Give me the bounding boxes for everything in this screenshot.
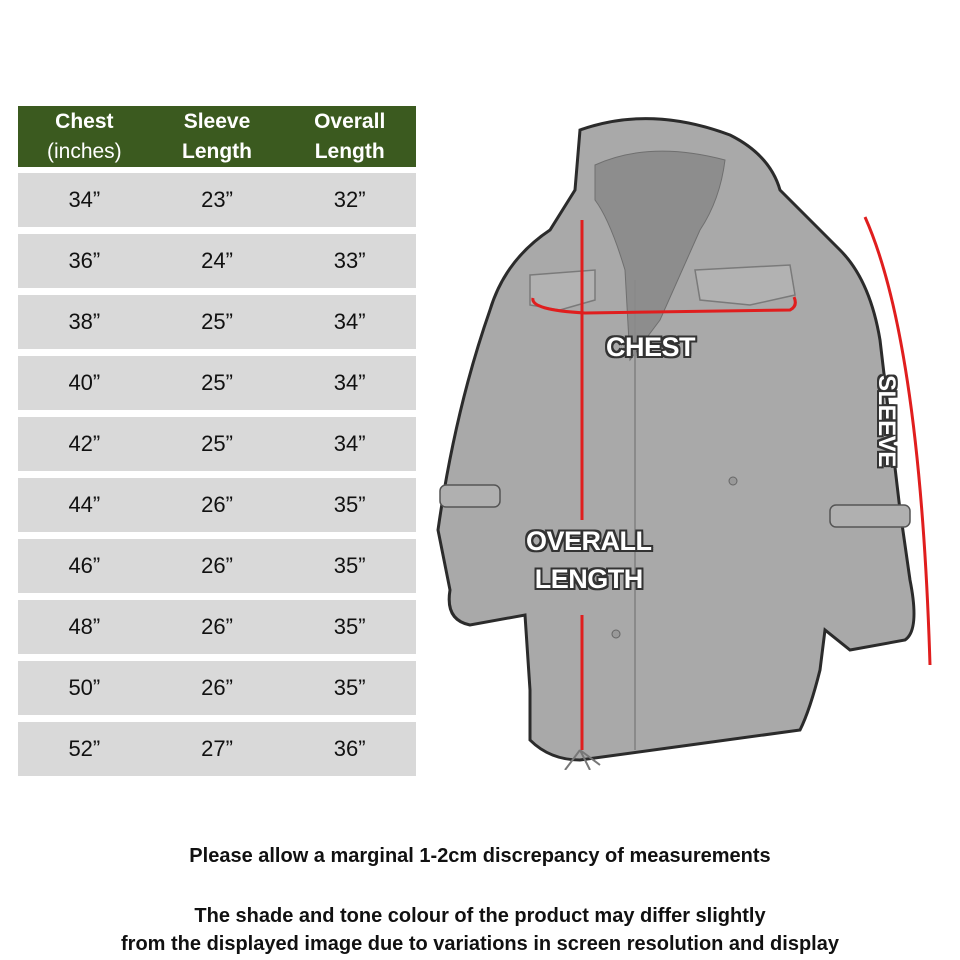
cell-sleeve: 26” [201, 675, 233, 700]
cell-sleeve: 26” [201, 492, 233, 517]
table-row [18, 234, 416, 288]
cell-chest: 44” [68, 492, 101, 517]
table-row [18, 539, 416, 593]
cell-chest: 52” [68, 736, 101, 761]
jacket-measurement-diagram [430, 110, 950, 770]
cell-chest: 38” [68, 309, 101, 334]
overall-length-label: OVERALL LENGTH [526, 526, 652, 594]
cell-overall: 34” [333, 309, 366, 334]
cell-overall: 33” [333, 248, 366, 273]
chest-label: CHEST [606, 332, 696, 362]
cell-chest: 46” [68, 553, 101, 578]
table-row [18, 661, 416, 715]
cell-sleeve: 25” [201, 370, 233, 395]
sleeve-label: SLEEVE [873, 375, 900, 467]
column-header-chest: Chest (inches) [46, 109, 122, 163]
cell-overall: 35” [333, 614, 366, 639]
cell-overall: 35” [333, 553, 366, 578]
table-row [18, 417, 416, 471]
cell-sleeve: 26” [201, 553, 233, 578]
cell-chest: 50” [68, 675, 101, 700]
column-header-overall-length: Overall Length [314, 109, 386, 163]
table-row [18, 173, 416, 227]
measurement-discrepancy-note: Please allow a marginal 1-2cm discrepancy of measurements [189, 845, 771, 867]
cell-sleeve: 24” [201, 248, 233, 273]
cell-chest: 34” [68, 187, 101, 212]
colour-disclaimer-note: The shade and tone colour of the product may differ slightly from the displayed image due to variations in screen resolution and display [121, 905, 839, 955]
cell-sleeve: 25” [201, 309, 233, 334]
table-row [18, 295, 416, 349]
cell-overall: 32” [333, 187, 366, 212]
cell-overall: 34” [333, 370, 366, 395]
table-header [18, 106, 416, 167]
cell-sleeve: 27” [201, 736, 233, 761]
size-chart-table [18, 106, 416, 783]
table-body [18, 173, 416, 776]
cell-sleeve: 23” [201, 187, 233, 212]
table-row [18, 478, 416, 532]
column-header-sleeve-length: Sleeve Length [182, 109, 252, 163]
cell-overall: 36” [333, 736, 366, 761]
table-row [18, 356, 416, 410]
cell-sleeve: 25” [201, 431, 233, 456]
cell-chest: 42” [68, 431, 101, 456]
cell-chest: 40” [68, 370, 101, 395]
table-row [18, 722, 416, 776]
cell-chest: 36” [68, 248, 101, 273]
table-row [18, 600, 416, 654]
cell-overall: 35” [333, 675, 366, 700]
cell-overall: 35” [333, 492, 366, 517]
cell-sleeve: 26” [201, 614, 233, 639]
cell-overall: 34” [333, 431, 366, 456]
cell-chest: 48” [68, 614, 101, 639]
